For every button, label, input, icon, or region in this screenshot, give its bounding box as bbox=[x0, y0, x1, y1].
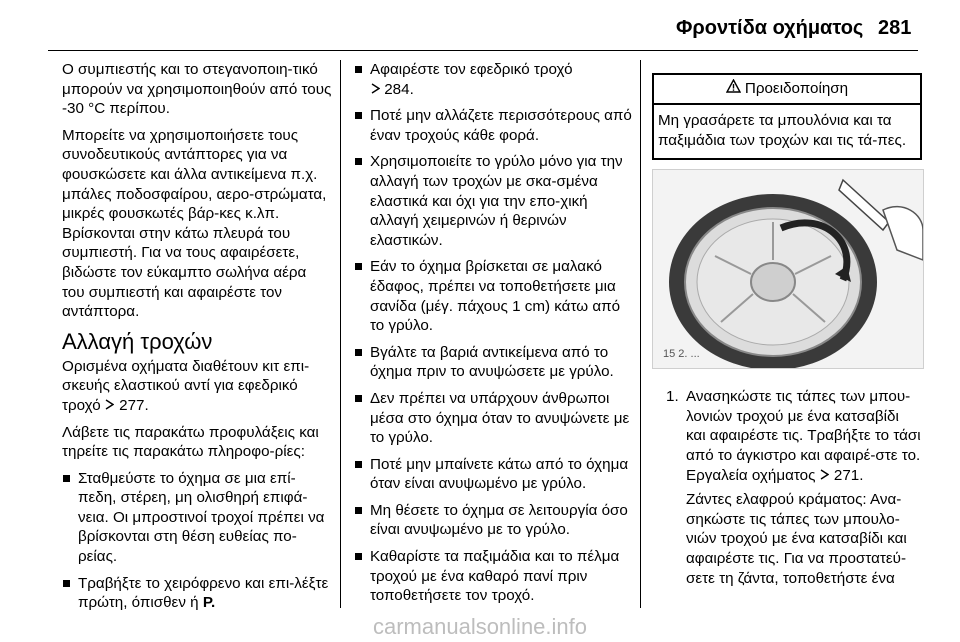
wheel-change-list bbox=[354, 60, 632, 606]
list-item-text: Εάν το όχημα βρίσκεται σε μαλακό έδαφος, πρέπει να τοποθετήσετε μια σανίδα (μέγ. πάχους 1 cm) κάτω από το γρύλο. bbox=[370, 258, 621, 335]
list-item bbox=[62, 574, 332, 613]
list-item-text: Ποτέ μην μπαίνετε κάτω από το όχημα όταν είναι ανυψωμένο με γρύλο. bbox=[370, 455, 629, 493]
warning-header bbox=[654, 75, 920, 105]
bullet-square-icon bbox=[355, 263, 362, 270]
bullet-square-icon bbox=[355, 66, 362, 73]
bullet-square-icon bbox=[355, 553, 362, 560]
list-item bbox=[354, 60, 632, 99]
page-header-title: Φροντίδα οχήματος bbox=[676, 17, 864, 39]
step-text-main: Ανασηκώστε τις τάπες των μπου-λονιών τροχού με ένα κατσαβίδι και αφαιρέστε τις. Τραβήξτε το τάσι από το άγκιστρο και αφαιρέ-στε το. Εργαλεία οχήματος bbox=[686, 388, 921, 484]
section-heading: Αλλαγή τροχών bbox=[62, 328, 213, 354]
page-number: 281 bbox=[878, 17, 912, 39]
page-reference-link[interactable]: 284. bbox=[384, 80, 414, 98]
bullet-square-icon bbox=[355, 349, 362, 356]
paragraph-precautions: Λάβετε τις παρακάτω προφυλάξεις και τηρείτε τις παρακάτω πληροφο-ρίες: bbox=[62, 423, 319, 461]
bullet-square-icon bbox=[355, 461, 362, 468]
list-item-text: Βγάλτε τα βαριά αντικείμενα από το όχημα πριν το ανυψώσετε με γρύλο. bbox=[370, 343, 614, 381]
list-item bbox=[354, 501, 632, 540]
list-item-text: Καθαρίστε τα παξιμάδια και το πέλμα τροχού με ένα καθαρό πανί πριν τοποθετήσετε τον τροχό. bbox=[370, 548, 620, 605]
warning-box bbox=[652, 73, 922, 160]
list-item bbox=[354, 257, 632, 335]
wheel-cover-photo bbox=[652, 169, 924, 369]
bullet-square-icon bbox=[63, 475, 70, 482]
list-item-text: Τραβήξτε το χειρόφρενο και επι-λέξτε πρώτη, όπισθεν ή bbox=[78, 574, 329, 612]
paragraph-compressor-temp: Ο συμπιεστής και το στεγανοποιη-τικό μπορούν να χρησιμοποιηθούν από τους -30 °C περίπου. bbox=[62, 61, 332, 118]
column-divider-1 bbox=[340, 60, 341, 608]
bullet-square-icon bbox=[355, 395, 362, 402]
page-reference-arrow-icon bbox=[105, 396, 115, 416]
list-item-text: Χρησιμοποιείτε το γρύλο μόνο για την αλλαγή των τροχών με σκα-σμένα ελαστικά και όχι για την επο-χική αλλαγή χειμερινών ή θερινών ελαστικών. bbox=[370, 153, 623, 249]
column-2 bbox=[354, 60, 632, 613]
list-item bbox=[354, 547, 632, 606]
bullet-square-icon bbox=[355, 158, 362, 165]
column-3 bbox=[652, 60, 922, 593]
precautions-list bbox=[62, 469, 332, 613]
column-1 bbox=[62, 60, 332, 620]
figure-id: 15 2. ... bbox=[663, 347, 700, 360]
wheel-illustration bbox=[653, 170, 923, 368]
step-1 bbox=[652, 387, 922, 588]
bullet-square-icon bbox=[355, 112, 362, 119]
list-item-text: Μη θέσετε το όχημα σε λειτουργία όσο είναι ανυψωμένο με το γρύλο. bbox=[370, 501, 628, 539]
page-reference-arrow-icon bbox=[370, 80, 380, 100]
page-header bbox=[0, 0, 960, 60]
list-item bbox=[62, 469, 332, 567]
gear-letter: P. bbox=[202, 594, 216, 612]
bullet-square-icon bbox=[63, 580, 70, 587]
list-item bbox=[354, 343, 632, 382]
page-reference-link[interactable]: 277. bbox=[119, 396, 149, 414]
list-item bbox=[354, 389, 632, 448]
header-rule bbox=[48, 50, 918, 51]
warning-body: Μη γρασάρετε τα μπουλόνια και τα παξιμάδια των τροχών και τις τά-πες. bbox=[658, 112, 907, 149]
paragraph-adapters: Μπορείτε να χρησιμοποιήσετε τους συνοδευτικούς αντάπτορες για να φουσκώσετε και άλλα αντικείμενα π.χ. μπάλες ποδοσφαίρου, αερο-στρώματα, μικρές φουσκωτές βάρ-κες κ.λπ. Βρίσκονται στην κάτω πλευρά του συμπιεστή. Για να τους αφαιρέσετε, βιδώστε τον εύκαμπτο σωλήνα αέρα του συμπιεστή και αφαιρέστε τον αντάπτορα. bbox=[62, 126, 327, 321]
step-text bbox=[686, 387, 922, 485]
list-item-text: Σταθμεύστε το όχημα σε μια επί-πεδη, στέρεη, μη ολισθηρή επιφά-νεια. Οι μπροστινοί τροχοί πρέπει να βρίσκονται στη θέση ευθείας πο-ρείας. bbox=[78, 469, 325, 566]
list-item bbox=[354, 106, 632, 145]
list-item bbox=[354, 152, 632, 250]
paragraph-repair-kit-text: Ορισμένα οχήματα διαθέτουν κιτ επι-σκευής ελαστικού αντί για εφεδρικό τροχό bbox=[62, 357, 310, 414]
list-item-text: Ποτέ μην αλλάζετε περισσότερους από έναν τροχούς κάθε φορά. bbox=[370, 107, 632, 144]
list-item-text: Αφαιρέστε τον εφεδρικό τροχό bbox=[370, 61, 573, 78]
bullet-square-icon bbox=[355, 507, 362, 514]
warning-title: Προειδοποίηση bbox=[744, 80, 849, 98]
column-divider-2 bbox=[640, 60, 641, 608]
paragraph-repair-kit bbox=[62, 357, 332, 416]
list-item bbox=[354, 455, 632, 494]
warning-triangle-icon bbox=[726, 79, 741, 99]
step-alloy-text: Ζάντες ελαφρού κράματος: Ανα-σηκώστε τις τάπες των μπουλο-νιών τροχού με ένα κατσαβίδι και αφαιρέστε τις. Για να προστατεύ-σετε τη ζάντα, τοποθετήστε ένα bbox=[686, 491, 907, 587]
watermark: carmanualsonline.info bbox=[372, 614, 588, 639]
list-item-text: Δεν πρέπει να υπάρχουν άνθρωποι μέσα στο όχημα όταν το ανυψώνετε με το γρύλο. bbox=[370, 389, 630, 447]
page-reference-link[interactable]: 271. bbox=[833, 466, 864, 484]
step-number: 1. bbox=[666, 388, 679, 406]
page-reference-arrow-icon bbox=[820, 466, 830, 486]
